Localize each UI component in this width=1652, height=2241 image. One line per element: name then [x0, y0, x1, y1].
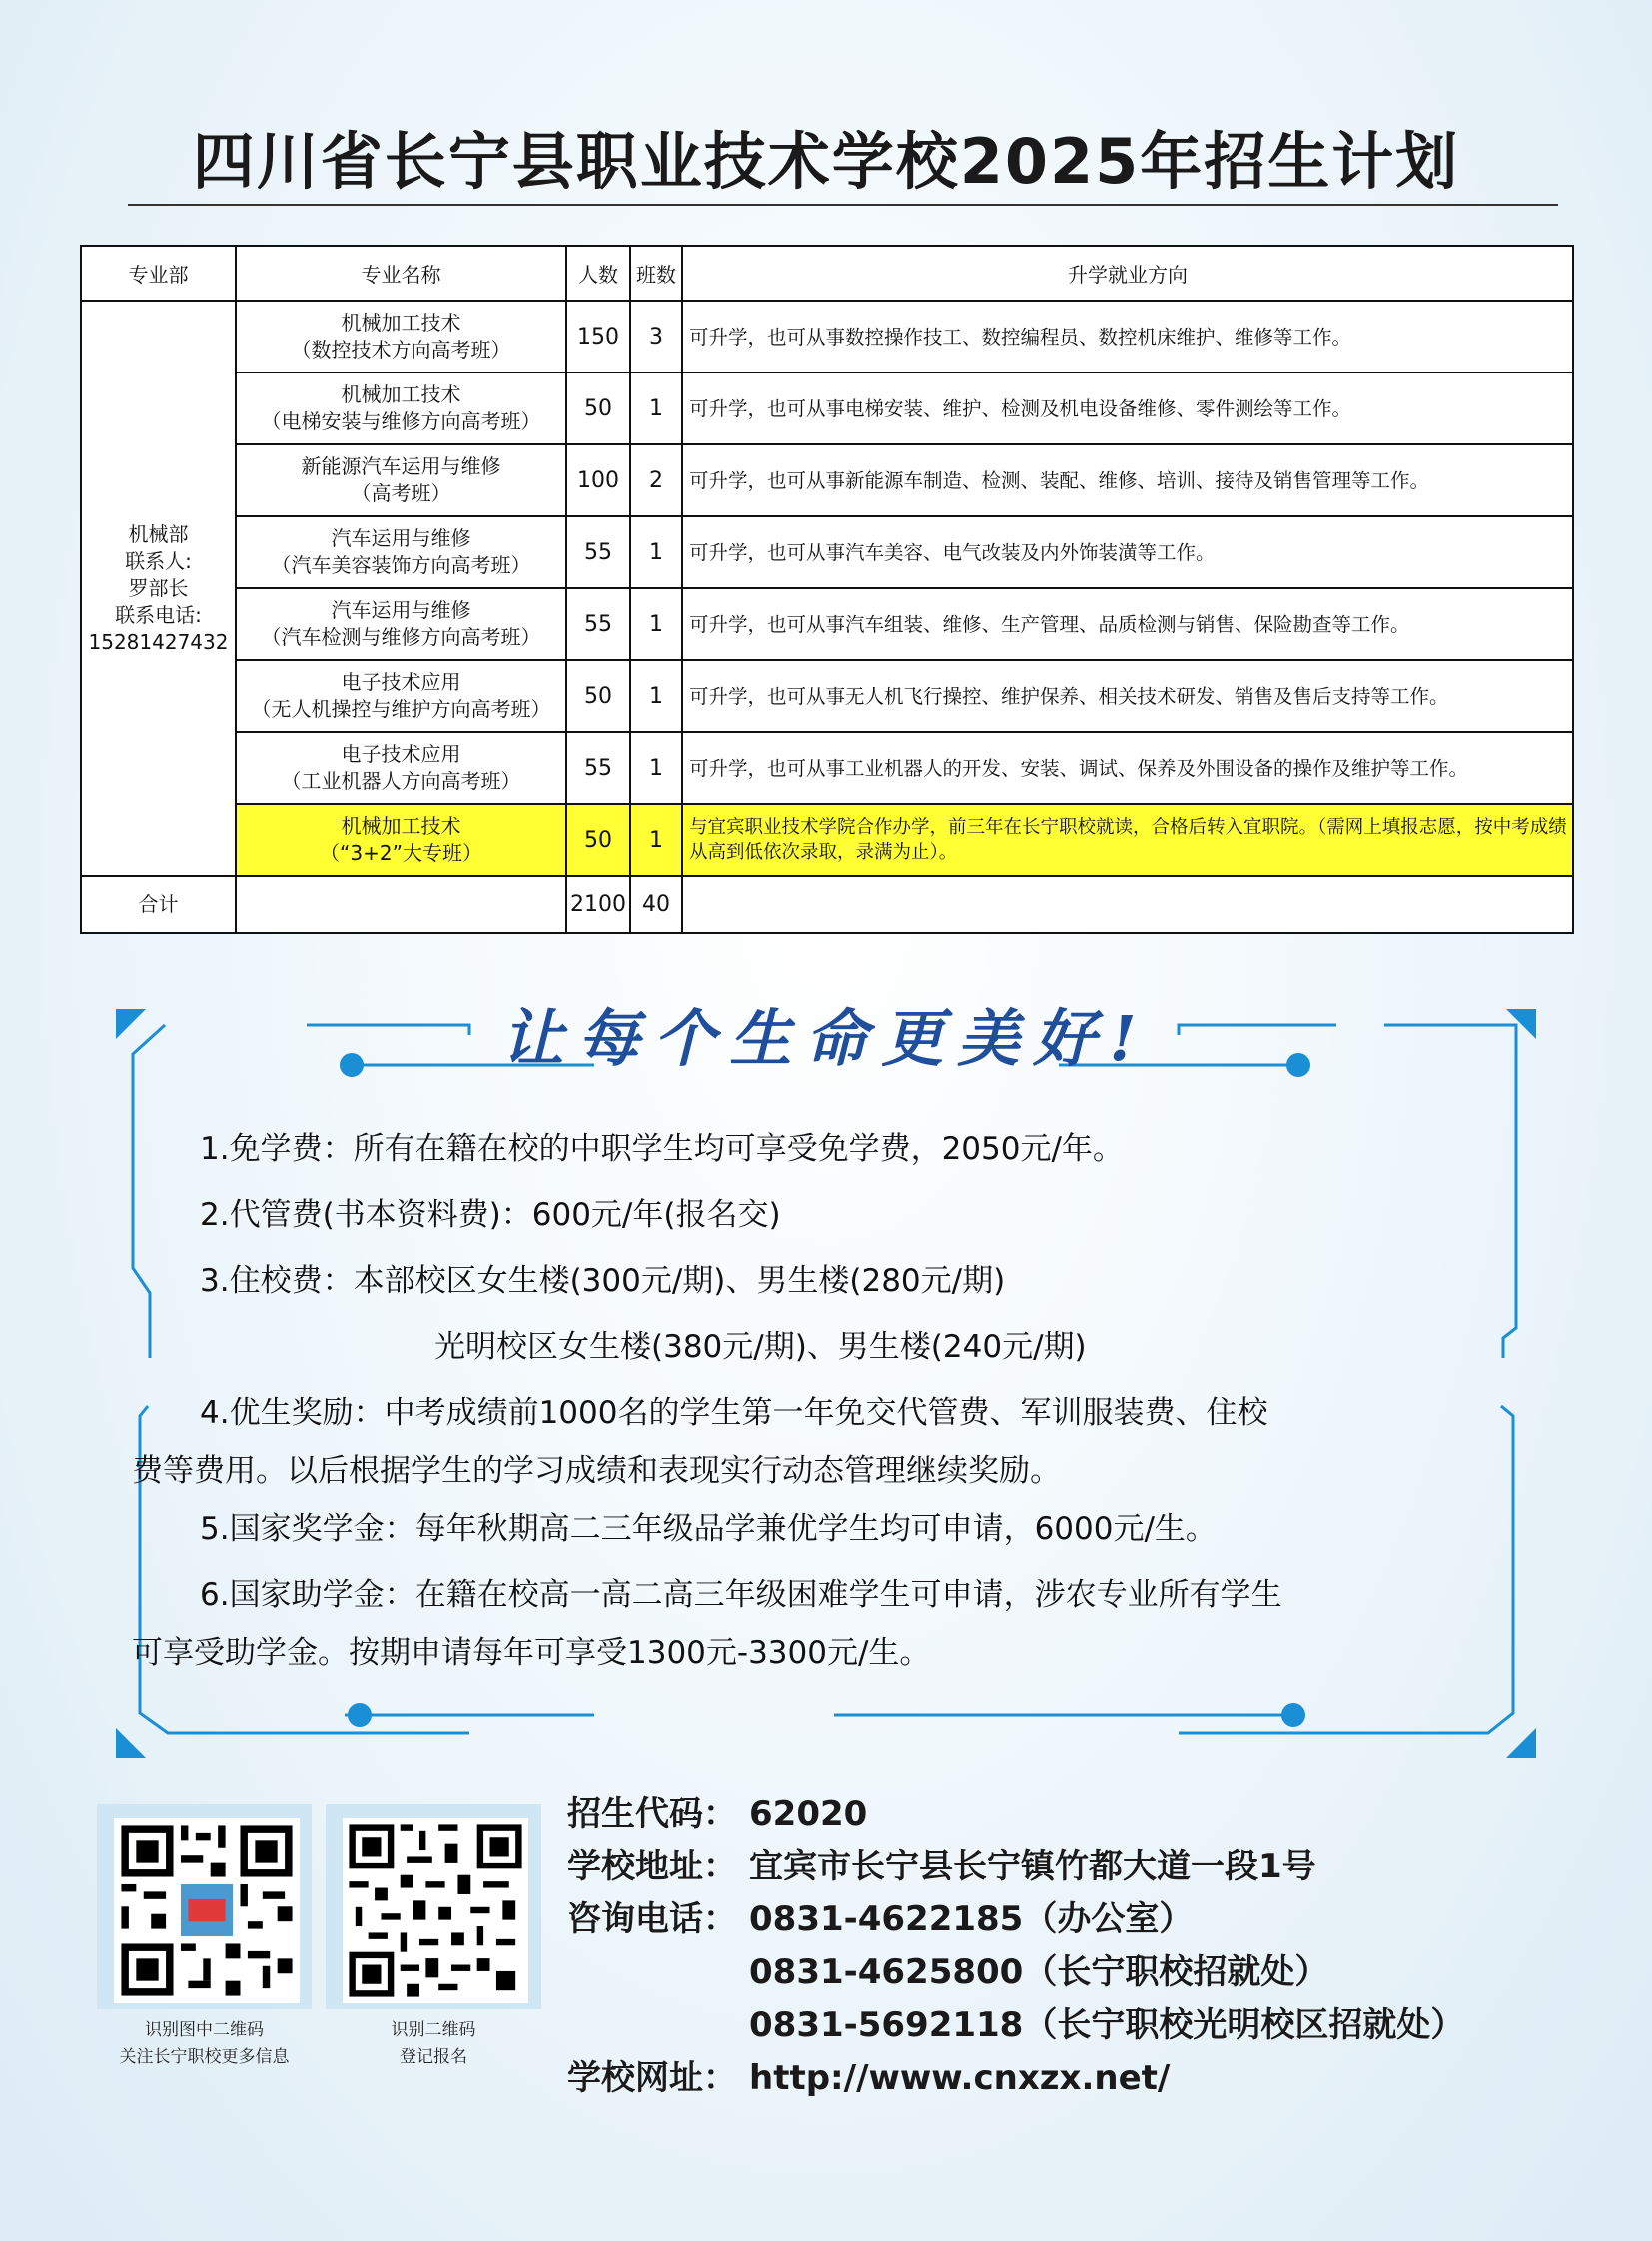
major-sub: （高考班） — [351, 481, 451, 505]
department-name: 机械部 — [128, 521, 189, 546]
count-cell: 55 — [566, 516, 630, 588]
direction-cell: 可升学，也可从事电梯安装、维护、检测及机电设备维修、零件测绘等工作。 — [682, 373, 1573, 444]
phone-label: 咨询电话： — [567, 1899, 737, 1939]
qr-caption-1: 识别图中二维码 — [145, 2020, 264, 2040]
table-row — [81, 301, 1573, 373]
count-cell: 150 — [566, 301, 630, 373]
count-cell: 50 — [566, 373, 630, 444]
count-cell: 100 — [566, 444, 630, 516]
classes-cell: 3 — [630, 301, 682, 373]
contact-label: 联系人: — [125, 548, 192, 573]
direction-cell: 可升学，也可从事工业机器人的开发、安装、调试、保养及外围设备的操作及维护等工作。 — [682, 732, 1573, 804]
major-sub: （无人机操控与维护方向高考班） — [251, 697, 551, 721]
table-row — [81, 588, 1573, 660]
major-name: 汽车运用与维修 — [331, 598, 471, 622]
major-cell — [236, 373, 566, 444]
benefits-list — [132, 1117, 1468, 1678]
address-label: 学校地址： — [567, 1847, 737, 1886]
website-link[interactable]: http://www.cnxzx.net/ — [749, 2058, 1171, 2098]
header-department: 专业部 — [81, 246, 236, 301]
benefit-item: 6.国家助学金：在籍在校高一高二高三年级困难学生可申请，涉农专业所有学生 — [200, 1577, 1282, 1613]
department-phone: 15281427432 — [88, 629, 229, 654]
qr-panel-follow — [97, 1804, 312, 2067]
page-title: 四川省长宁县职业技术学校2025年招生计划 — [192, 125, 1460, 198]
phone-label: 联系电话: — [115, 602, 202, 627]
classes-cell: 1 — [630, 660, 682, 732]
classes-cell: 1 — [630, 732, 682, 804]
major-name: 机械加工技术 — [341, 311, 461, 335]
qr-code-icon[interactable] — [343, 1818, 528, 2003]
major-cell — [236, 444, 566, 516]
address: 宜宾市长宁县长宁镇竹都大道一段1号 — [749, 1847, 1316, 1886]
direction-cell: 可升学，也可从事无人机飞行操控、维护保养、相关技术研发、销售及售后支持等工作。 — [682, 660, 1573, 732]
benefit-item: 光明校区女生楼(380元/期)、男生楼(240元/期) — [434, 1329, 1087, 1365]
major-sub: （电梯安装与维修方向高考班） — [261, 409, 541, 433]
count-cell: 55 — [566, 588, 630, 660]
qr-caption-2: 关注长宁职校更多信息 — [119, 2047, 290, 2067]
phone-number[interactable]: 0831-4622185（办公室） — [749, 1899, 1194, 1939]
admission-code: 62020 — [749, 1794, 868, 1834]
table-row — [81, 516, 1573, 588]
major-sub: （数控技术方向高考班） — [291, 338, 511, 362]
website-row — [567, 2052, 1464, 2105]
benefit-item: 5.国家奖学金：每年秋期高二三年级品学兼优学生均可申请，6000元/生。 — [200, 1511, 1217, 1547]
major-cell — [236, 301, 566, 373]
total-empty — [236, 876, 566, 933]
count-cell: 50 — [566, 804, 630, 876]
major-cell — [236, 660, 566, 732]
phone-number[interactable]: 0831-5692118（长宁职校光明校区招就处） — [749, 2005, 1465, 2045]
direction-cell: 可升学，也可从事汽车组装、维修、生产管理、品质检测与销售、保险勘查等工作。 — [682, 588, 1573, 660]
contact-person: 罗部长 — [128, 575, 189, 600]
major-sub: （工业机器人方向高考班） — [281, 769, 521, 793]
benefit-item: 3.住校费：本部校区女生楼(300元/期)、男生楼(280元/期) — [200, 1263, 1006, 1299]
table-header-row — [81, 246, 1573, 301]
table-row — [81, 373, 1573, 444]
qr-code-icon[interactable] — [114, 1818, 300, 2003]
phone-row — [567, 1893, 1464, 1946]
total-empty-direction — [682, 876, 1573, 933]
major-sub: （“3+2”大专班） — [320, 841, 482, 865]
major-sub: （汽车检测与维修方向高考班） — [261, 625, 541, 649]
phone-number[interactable]: 0831-4625800（长宁职校招就处） — [749, 1952, 1329, 1992]
slogan: 让每个生命更美好! — [501, 1002, 1151, 1075]
benefit-item: 费等费用。以后根据学生的学习成绩和表现实行动态管理继续奖励。 — [132, 1453, 1061, 1489]
contact-info — [567, 1788, 1464, 2105]
major-cell — [236, 588, 566, 660]
enrollment-table — [80, 245, 1574, 934]
admission-code-row — [567, 1788, 1464, 1841]
qr-panel-register — [326, 1804, 541, 2067]
department-cell — [81, 301, 236, 876]
major-name: 汽车运用与维修 — [331, 526, 471, 550]
count-cell: 50 — [566, 660, 630, 732]
major-cell — [236, 732, 566, 804]
header-direction: 升学就业方向 — [682, 246, 1573, 301]
major-name: 电子技术应用 — [341, 670, 461, 694]
major-sub: （汽车美容装饰方向高考班） — [271, 553, 531, 577]
table-total-row — [81, 876, 1573, 933]
table-row — [81, 732, 1573, 804]
address-row — [567, 1841, 1464, 1893]
total-label: 合计 — [81, 876, 236, 933]
classes-cell: 1 — [630, 373, 682, 444]
table-row-highlight — [81, 804, 1573, 876]
major-cell — [236, 516, 566, 588]
major-name: 机械加工技术 — [341, 814, 461, 838]
title-divider — [128, 204, 1558, 206]
website-label: 学校网址： — [567, 2058, 737, 2098]
direction-cell: 可升学，也可从事汽车美容、电气改装及内外饰装潢等工作。 — [682, 516, 1573, 588]
benefit-item: 4.优生奖励：中考成绩前1000名的学生第一年免交代管费、军训服装费、住校 — [200, 1395, 1268, 1431]
header-count: 人数 — [566, 246, 630, 301]
qr-caption-2: 登记报名 — [400, 2047, 467, 2067]
total-classes: 40 — [630, 876, 682, 933]
major-name: 机械加工技术 — [341, 382, 461, 406]
admission-code-label: 招生代码： — [567, 1794, 737, 1834]
table-row — [81, 660, 1573, 732]
count-cell: 55 — [566, 732, 630, 804]
classes-cell: 1 — [630, 804, 682, 876]
classes-cell: 2 — [630, 444, 682, 516]
benefit-item: 可享受助学金。按期申请每年可享受1300元-3300元/生。 — [132, 1635, 931, 1671]
table-row — [81, 444, 1573, 516]
direction-cell: 可升学，也可从事新能源车制造、检测、装配、维修、培训、接待及销售管理等工作。 — [682, 444, 1573, 516]
major-name: 新能源汽车运用与维修 — [301, 454, 501, 478]
direction-cell: 可升学，也可从事数控操作技工、数控编程员、数控机床维护、维修等工作。 — [682, 301, 1573, 373]
header-major: 专业名称 — [236, 246, 566, 301]
qr-caption-1: 识别二维码 — [391, 2020, 476, 2040]
header-classes: 班数 — [630, 246, 682, 301]
benefit-item: 2.代管费(书本资料费)：600元/年(报名交) — [200, 1197, 781, 1233]
major-cell — [236, 804, 566, 876]
major-name: 电子技术应用 — [341, 742, 461, 766]
total-count: 2100 — [566, 876, 630, 933]
benefit-item: 1.免学费：所有在籍在校的中职学生均可享受免学费，2050元/年。 — [200, 1131, 1124, 1167]
classes-cell: 1 — [630, 588, 682, 660]
direction-cell: 与宜宾职业技术学院合作办学，前三年在长宁职校就读，合格后转入宜职院。（需网上填报志愿，按中考成绩从高到低依次录取，录满为止）。 — [682, 804, 1573, 876]
classes-cell: 1 — [630, 516, 682, 588]
